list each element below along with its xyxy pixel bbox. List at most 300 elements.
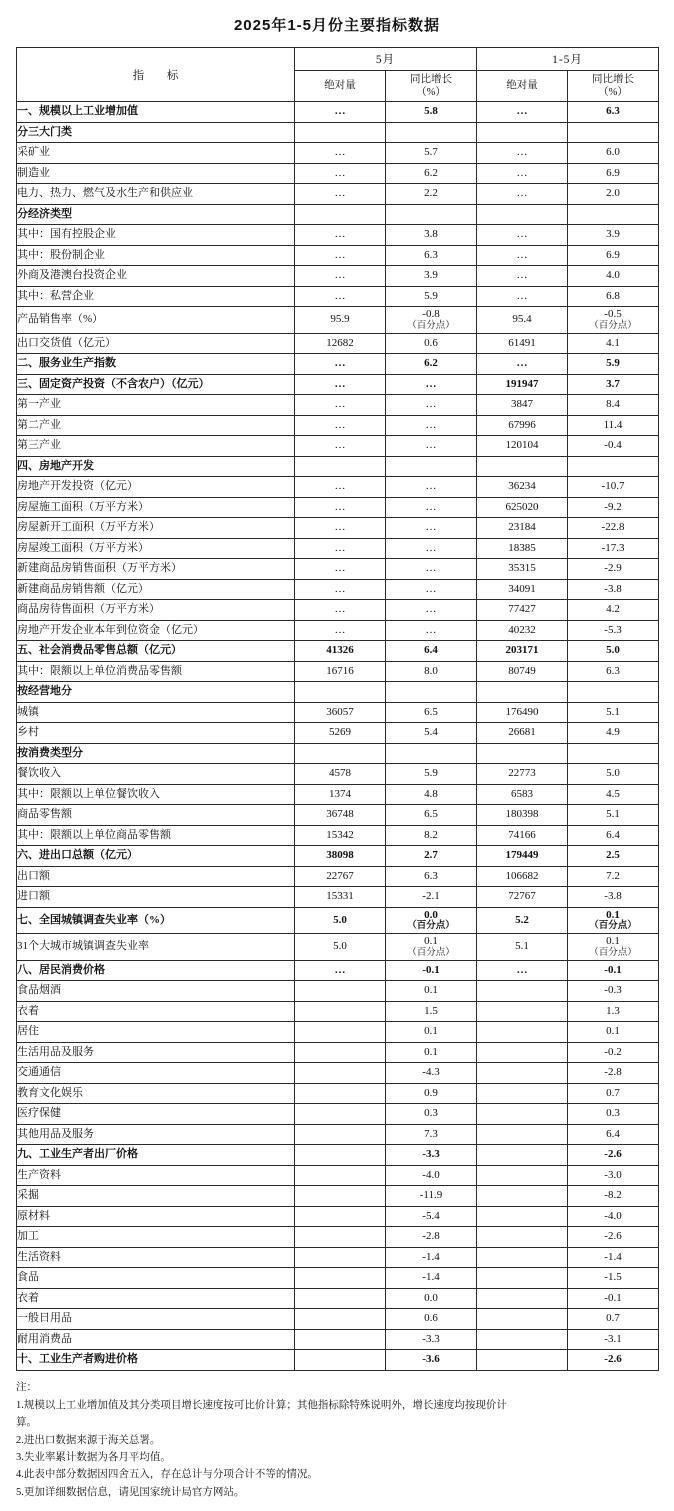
cell-month-yoy	[386, 682, 477, 703]
cell-cum-yoy	[568, 1206, 659, 1227]
row-label: 分三大门类	[17, 122, 295, 143]
note-item: 4.此表中部分数据因四舍五入，存在总计与分项合计不等的情况。	[16, 1469, 318, 1481]
cell-month-yoy	[386, 764, 477, 785]
cell-cum-absolute	[477, 723, 568, 744]
cell-cum-yoy	[568, 245, 659, 266]
table-row	[17, 641, 659, 662]
cell-cum-absolute	[477, 1227, 568, 1248]
table-row	[17, 887, 659, 908]
cell-month-absolute	[295, 415, 386, 436]
cell-value: …	[516, 166, 528, 179]
note-item: 算。	[16, 1417, 37, 1429]
row-label: 八、居民消费价格	[17, 960, 295, 981]
cell-cum-absolute	[477, 641, 568, 662]
row-label: 四、房地产开发	[17, 456, 295, 477]
cell-value: 5.0	[333, 940, 347, 953]
cell-month-yoy	[386, 661, 477, 682]
table-row	[17, 102, 659, 123]
cell-cum-absolute	[477, 1186, 568, 1207]
cell-month-yoy	[386, 1350, 477, 1371]
table-row	[17, 579, 659, 600]
row-label: 其中：私营企业	[17, 286, 295, 307]
cell-cum-absolute	[477, 764, 568, 785]
cell-value: 5.1	[515, 940, 529, 953]
cell-value: 6.3	[424, 869, 438, 882]
table-row	[17, 1206, 659, 1227]
cell-cum-absolute	[477, 1247, 568, 1268]
cell-value: 6.4	[606, 1127, 620, 1140]
cell-cum-absolute	[477, 661, 568, 682]
cell-value: 74166	[508, 828, 536, 841]
cell-value: 6.2	[424, 166, 438, 179]
cell-month-yoy	[386, 1104, 477, 1125]
cell-cum-yoy	[568, 374, 659, 395]
table-row	[17, 1001, 659, 1022]
cell-value: …	[425, 562, 437, 575]
cell-month-absolute	[295, 600, 386, 621]
cell-month-yoy	[386, 163, 477, 184]
table-row	[17, 907, 659, 934]
table-row	[17, 395, 659, 416]
cell-cum-yoy	[568, 682, 659, 703]
row-label: 房屋竣工面积（万平方米）	[17, 538, 295, 559]
row-label: 衣着	[17, 1001, 295, 1022]
cell-value: -1.4	[422, 1250, 440, 1263]
cell-value: 0.6	[424, 1312, 438, 1325]
cell-month-yoy	[386, 102, 477, 123]
cell-cum-yoy	[568, 579, 659, 600]
cell-month-yoy	[386, 620, 477, 641]
cell-month-absolute	[295, 436, 386, 457]
cell-value: …	[334, 582, 346, 595]
cell-month-absolute	[295, 981, 386, 1002]
cell-month-absolute	[295, 579, 386, 600]
cell-cum-yoy	[568, 1145, 659, 1166]
cell-value-unit: （百分点）	[407, 947, 455, 958]
cell-value: -2.9	[604, 562, 622, 575]
cell-cum-yoy	[568, 538, 659, 559]
header-month-absolute: 绝对量	[295, 71, 386, 102]
cell-cum-yoy	[568, 184, 659, 205]
cell-month-absolute	[295, 1247, 386, 1268]
cell-month-absolute	[295, 887, 386, 908]
cell-value: …	[334, 269, 346, 281]
row-label: 采矿业	[17, 143, 295, 164]
cell-month-yoy	[386, 415, 477, 436]
cell-month-absolute	[295, 1288, 386, 1309]
cell-value: 106682	[505, 869, 539, 882]
cell-month-yoy	[386, 1247, 477, 1268]
cell-value: 0.1	[424, 935, 438, 948]
table-row	[17, 981, 659, 1002]
table-row	[17, 600, 659, 621]
cell-cum-absolute	[477, 1165, 568, 1186]
table-header-row-groups	[17, 48, 659, 71]
row-label: 按经营地分	[17, 682, 295, 703]
cell-month-yoy	[386, 1309, 477, 1330]
cell-value: 36234	[508, 480, 536, 493]
cell-month-absolute	[295, 1309, 386, 1330]
cell-cum-absolute	[477, 682, 568, 703]
cell-value: 2.2	[424, 187, 438, 199]
cell-cum-absolute	[477, 1063, 568, 1084]
cell-value: …	[516, 963, 528, 976]
cell-month-yoy	[386, 374, 477, 395]
cell-value: 203171	[505, 644, 539, 657]
table-row	[17, 184, 659, 205]
cell-cum-yoy	[568, 204, 659, 225]
cell-cum-absolute	[477, 866, 568, 887]
note-item: 1.规模以上工业增加值及其分类项目增长速度按可比价计算；其他指标除特殊说明外，增长速度均按现价计	[16, 1400, 507, 1411]
cell-value: -2.6	[604, 1148, 622, 1161]
cell-value: 6.9	[606, 166, 620, 179]
cell-cum-yoy	[568, 286, 659, 307]
cell-month-yoy	[386, 641, 477, 662]
cell-cum-absolute	[477, 702, 568, 723]
cell-month-yoy	[386, 286, 477, 307]
cell-month-absolute	[295, 1268, 386, 1289]
cell-cum-yoy	[568, 1104, 659, 1125]
cell-cum-yoy	[568, 887, 659, 908]
cell-month-absolute	[295, 1001, 386, 1022]
row-label: 餐饮收入	[17, 764, 295, 785]
cell-cum-yoy	[568, 641, 659, 662]
cell-value: 191947	[505, 377, 539, 390]
row-label: 衣着	[17, 1288, 295, 1309]
cell-value: 5.2	[515, 913, 529, 926]
cell-value: 36748	[326, 808, 354, 821]
cell-value-unit: （百分点）	[589, 320, 637, 331]
cell-cum-absolute	[477, 286, 568, 307]
row-label: 其中：股份制企业	[17, 245, 295, 266]
cell-value: 625020	[505, 500, 539, 513]
cell-month-yoy	[386, 743, 477, 764]
cell-value: -3.8	[604, 890, 622, 903]
row-label: 七、全国城镇调查失业率（%）	[17, 907, 295, 934]
cell-value: …	[425, 500, 437, 513]
cell-month-absolute	[295, 456, 386, 477]
table-row	[17, 204, 659, 225]
table-row	[17, 825, 659, 846]
cell-value: 0.9	[424, 1086, 438, 1099]
cell-month-yoy	[386, 1186, 477, 1207]
cell-month-yoy	[386, 1022, 477, 1043]
cell-cum-yoy	[568, 1227, 659, 1248]
cell-month-yoy	[386, 1165, 477, 1186]
cell-value: 0.3	[606, 1107, 620, 1120]
header-month-yoy	[386, 71, 477, 102]
row-label: 采掘	[17, 1186, 295, 1207]
cell-value: -5.3	[604, 623, 622, 636]
cell-month-absolute	[295, 825, 386, 846]
cell-month-absolute	[295, 784, 386, 805]
table-row	[17, 456, 659, 477]
cell-value: -3.0	[604, 1168, 622, 1181]
cell-value: -1.5	[604, 1271, 622, 1284]
row-label: 商品零售额	[17, 805, 295, 826]
cell-cum-absolute	[477, 1083, 568, 1104]
header-cum-yoy	[568, 71, 659, 102]
cell-value: 4.9	[606, 726, 620, 739]
cell-cum-yoy	[568, 395, 659, 416]
cell-month-yoy	[386, 1083, 477, 1104]
cell-cum-yoy	[568, 784, 659, 805]
table-row	[17, 538, 659, 559]
cell-cum-yoy	[568, 866, 659, 887]
cell-month-yoy	[386, 846, 477, 867]
cell-value: 5.0	[606, 644, 620, 657]
cell-cum-absolute	[477, 600, 568, 621]
cell-value: …	[334, 439, 346, 452]
cell-value: -3.3	[422, 1332, 440, 1345]
row-label: 生活资料	[17, 1247, 295, 1268]
cell-month-yoy	[386, 395, 477, 416]
cell-cum-yoy	[568, 805, 659, 826]
cell-cum-yoy	[568, 456, 659, 477]
cell-value: -0.2	[604, 1045, 622, 1058]
cell-month-yoy	[386, 497, 477, 518]
table-row	[17, 805, 659, 826]
cell-value: -22.8	[601, 521, 625, 534]
table-row	[17, 333, 659, 354]
cell-month-yoy	[386, 1063, 477, 1084]
row-label: 商品房待售面积（万平方米）	[17, 600, 295, 621]
cell-cum-absolute	[477, 1001, 568, 1022]
cell-cum-absolute	[477, 620, 568, 641]
cell-value: -1.4	[604, 1250, 622, 1263]
cell-value: 8.4	[606, 398, 620, 411]
cell-cum-yoy	[568, 723, 659, 744]
row-label: 乡村	[17, 723, 295, 744]
cell-value: 40232	[508, 623, 536, 636]
cell-value: -2.8	[604, 1066, 622, 1079]
cell-cum-yoy	[568, 122, 659, 143]
cell-cum-absolute	[477, 1350, 568, 1371]
table-row	[17, 354, 659, 375]
row-label: 城镇	[17, 702, 295, 723]
cell-value: …	[425, 521, 437, 534]
cell-value: -3.6	[422, 1353, 440, 1366]
cell-value: -5.4	[422, 1209, 440, 1222]
cell-value: 5.0	[333, 913, 347, 926]
cell-month-yoy	[386, 934, 477, 961]
cell-month-absolute	[295, 702, 386, 723]
cell-cum-absolute	[477, 374, 568, 395]
cell-cum-absolute	[477, 333, 568, 354]
cell-value-unit: （百分点）	[407, 921, 455, 932]
cell-month-absolute	[295, 497, 386, 518]
cell-month-absolute	[295, 641, 386, 662]
cell-month-absolute	[295, 204, 386, 225]
cell-month-yoy	[386, 702, 477, 723]
cell-value: …	[516, 248, 528, 261]
note-item: 5.更加详细数据信息，请见国家统计局官方网站。	[16, 1486, 245, 1498]
cell-month-yoy	[386, 307, 477, 334]
cell-value: …	[334, 105, 346, 117]
cell-value: 2.7	[424, 849, 438, 862]
cell-value: 2.5	[606, 849, 620, 862]
row-label: 第三产业	[17, 436, 295, 457]
cell-cum-absolute	[477, 1022, 568, 1043]
cell-cum-yoy	[568, 497, 659, 518]
cell-value: 6.5	[424, 808, 438, 821]
cell-cum-yoy	[568, 743, 659, 764]
cell-month-yoy	[386, 866, 477, 887]
cell-cum-absolute	[477, 1268, 568, 1289]
cell-month-absolute	[295, 245, 386, 266]
cell-month-absolute	[295, 1329, 386, 1350]
cell-cum-yoy	[568, 1083, 659, 1104]
table-row	[17, 266, 659, 287]
cell-value: -0.1	[422, 963, 440, 976]
cell-value: …	[425, 439, 437, 452]
cell-month-absolute	[295, 1083, 386, 1104]
cell-value: -2.1	[422, 890, 440, 903]
table-row	[17, 1063, 659, 1084]
row-label: 其中：限额以上单位消费品零售额	[17, 661, 295, 682]
header-group-month: 5月	[295, 48, 477, 71]
cell-value: …	[334, 377, 346, 390]
cell-month-yoy	[386, 204, 477, 225]
cell-value: 0.7	[606, 1312, 620, 1325]
cell-value: …	[425, 541, 437, 554]
cell-month-absolute	[295, 1145, 386, 1166]
cell-month-absolute	[295, 225, 386, 246]
cell-value: …	[334, 623, 346, 636]
cell-cum-absolute	[477, 784, 568, 805]
cell-month-yoy	[386, 122, 477, 143]
table-row	[17, 1350, 659, 1371]
header-indicator: 指 标	[17, 48, 295, 102]
cell-cum-absolute	[477, 266, 568, 287]
cell-month-absolute	[295, 1042, 386, 1063]
table-row	[17, 559, 659, 580]
cell-cum-yoy	[568, 934, 659, 961]
cell-month-yoy	[386, 1268, 477, 1289]
table-row	[17, 518, 659, 539]
cell-month-yoy	[386, 784, 477, 805]
row-label: 教育文化娱乐	[17, 1083, 295, 1104]
cell-cum-absolute	[477, 1104, 568, 1125]
cell-value: …	[334, 521, 346, 534]
row-label: 原材料	[17, 1206, 295, 1227]
cell-month-yoy	[386, 477, 477, 498]
row-label: 房地产开发投资（亿元）	[17, 477, 295, 498]
cell-value: 22767	[326, 869, 354, 882]
table-row	[17, 415, 659, 436]
cell-value: 6.0	[606, 146, 620, 158]
cell-value: 120104	[505, 439, 539, 452]
cell-month-yoy	[386, 1206, 477, 1227]
table-row	[17, 122, 659, 143]
cell-cum-yoy	[568, 266, 659, 287]
cell-value: 5.9	[424, 767, 438, 780]
cell-value: …	[425, 418, 437, 431]
row-label: 分经济类型	[17, 204, 295, 225]
cell-value: 0.1	[424, 984, 438, 997]
cell-cum-yoy	[568, 907, 659, 934]
table-row	[17, 286, 659, 307]
cell-cum-yoy	[568, 620, 659, 641]
cell-cum-absolute	[477, 887, 568, 908]
cell-month-yoy	[386, 1145, 477, 1166]
cell-month-absolute	[295, 1206, 386, 1227]
cell-value: 176490	[505, 705, 539, 718]
cell-value: -4.0	[604, 1209, 622, 1222]
cell-month-absolute	[295, 661, 386, 682]
cell-value: 4.5	[606, 787, 620, 800]
cell-value: 0.1	[606, 935, 620, 948]
cell-month-yoy	[386, 266, 477, 287]
cell-value: …	[425, 623, 437, 636]
table-row	[17, 1042, 659, 1063]
cell-month-yoy	[386, 825, 477, 846]
cell-month-absolute	[295, 538, 386, 559]
cell-value: …	[334, 248, 346, 261]
row-label: 进口额	[17, 887, 295, 908]
cell-value: -2.6	[604, 1230, 622, 1243]
row-label: 制造业	[17, 163, 295, 184]
cell-value: …	[425, 582, 437, 595]
header-cum-yoy-line1: 同比增长	[592, 73, 634, 85]
cell-cum-yoy	[568, 702, 659, 723]
cell-month-absolute	[295, 163, 386, 184]
cell-value: 6.2	[424, 357, 438, 370]
cell-cum-yoy	[568, 436, 659, 457]
cell-value: 3.9	[424, 269, 438, 281]
cell-value: 1.5	[424, 1004, 438, 1017]
cell-value: -17.3	[601, 541, 625, 554]
row-label: 其中：限额以上单位餐饮收入	[17, 784, 295, 805]
cell-month-yoy	[386, 960, 477, 981]
cell-value: …	[334, 541, 346, 554]
table-row	[17, 620, 659, 641]
cell-value: …	[334, 398, 346, 411]
cell-cum-yoy	[568, 518, 659, 539]
cell-value: -0.8	[422, 308, 440, 320]
cell-value: 67996	[508, 418, 536, 431]
row-label: 五、社会消费品零售总额（亿元）	[17, 641, 295, 662]
row-label: 房屋新开工面积（万平方米）	[17, 518, 295, 539]
cell-value: …	[516, 146, 528, 158]
cell-cum-absolute	[477, 579, 568, 600]
cell-cum-absolute	[477, 1329, 568, 1350]
cell-value: 5.1	[606, 808, 620, 821]
cell-cum-yoy	[568, 600, 659, 621]
cell-cum-yoy	[568, 1350, 659, 1371]
cell-cum-absolute	[477, 981, 568, 1002]
cell-value: …	[334, 963, 346, 976]
cell-value: 5.0	[606, 767, 620, 780]
cell-cum-absolute	[477, 559, 568, 580]
cell-cum-absolute	[477, 436, 568, 457]
cell-month-absolute	[295, 102, 386, 123]
cell-cum-yoy	[568, 1186, 659, 1207]
row-label: 31个大城市城镇调查失业率	[17, 934, 295, 961]
cell-month-absolute	[295, 723, 386, 744]
cell-cum-yoy	[568, 1288, 659, 1309]
main-indicators-table	[16, 47, 659, 1371]
cell-value: …	[334, 228, 346, 240]
cell-month-yoy	[386, 225, 477, 246]
cell-month-yoy	[386, 559, 477, 580]
cell-cum-absolute	[477, 846, 568, 867]
row-label: 十、工业生产者购进价格	[17, 1350, 295, 1371]
cell-month-absolute	[295, 1350, 386, 1371]
table-row	[17, 866, 659, 887]
cell-cum-yoy	[568, 102, 659, 123]
cell-cum-yoy	[568, 1124, 659, 1145]
